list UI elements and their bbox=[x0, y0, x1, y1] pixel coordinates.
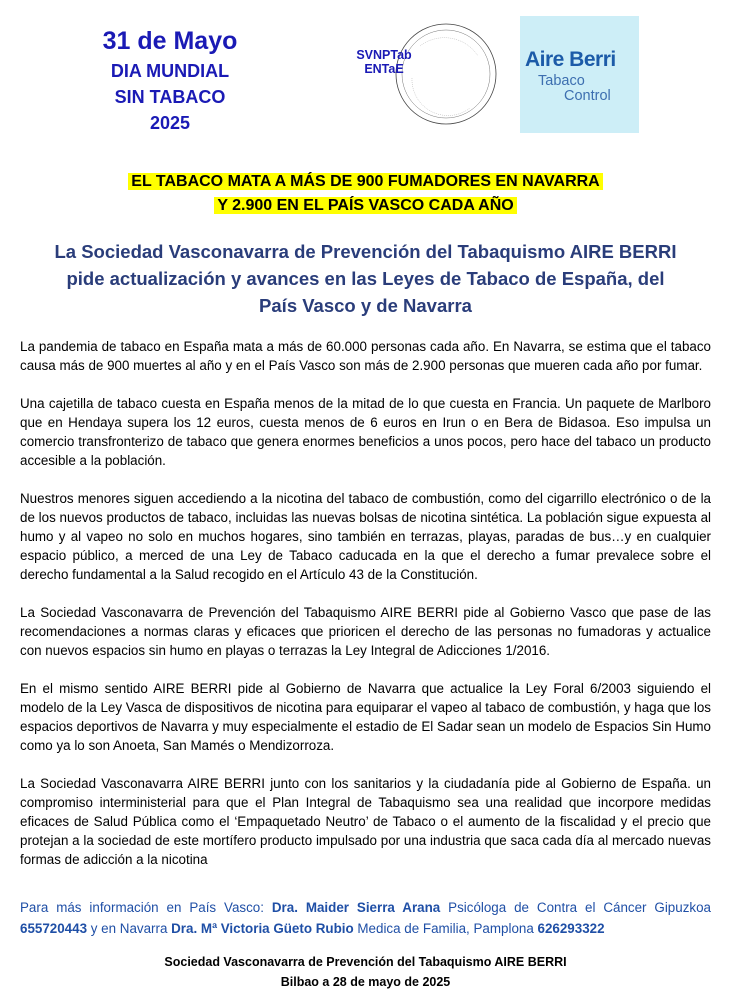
subtitle-line1: La Sociedad Vasconavarra de Prevención del Tabaquismo AIRE BERRI bbox=[54, 241, 677, 262]
contact-info: Para más información en País Vasco: Dra. Maider Sierra Arana Psicóloga de Contra el Cáncer Gipuzkoa 655720443 y en Navarra Dra. Mª Victoria Güeto Rubio Medica de Familia, Pamplona 626293322 bbox=[20, 900, 711, 936]
event-title-line2: SIN TABACO bbox=[114, 87, 226, 107]
seal-text: SVNPTab ENTaE bbox=[356, 48, 412, 76]
paragraph-4: La Sociedad Vasconavarra de Prevención del Tabaquismo AIRE BERRI pide al Gobierno Vasco que pase de las recomendaciones a normas claras y eficaces que prioricen el derecho de las personas no fumadoras y actualice con nuevos espacios sin humo en playas o terrazas la Ley Integral de Adicciones 1/2016. bbox=[20, 605, 711, 658]
headline-line1: EL TABACO MATA A MÁS DE 900 FUMADORES EN NAVARRA bbox=[128, 173, 602, 190]
logo-subtitle-control: Control bbox=[564, 88, 611, 104]
subtitle bbox=[14, 238, 717, 319]
headline bbox=[0, 170, 731, 218]
paragraph-5: En el mismo sentido AIRE BERRI pide al Gobierno de Navarra que actualice la Ley Foral 6/2003 siguiendo el modelo de la Ley Vasca de dispositivos de nicotina para equiparar el vapeo al tabaco de combustión, y haga que los espacios deportivos de Navarra y muy especialmente el estadio de El Sadar sean un modelo de Espacios Sin Humo como ya lo son Anoeta, San Mamés o Mendizorroza. bbox=[20, 681, 711, 753]
event-title-line1: DIA MUNDIAL bbox=[110, 61, 230, 81]
footer-org: Sociedad Vasconavarra de Prevención del Tabaquismo AIRE BERRI bbox=[164, 955, 567, 969]
article-body bbox=[20, 337, 711, 888]
paragraph-2: Una cajetilla de tabaco cuesta en España menos de la mitad de lo que cuesta en Francia. Un paquete de Marlboro que en Hendaya supera los 12 euros, cuesta menos de 6 euros en Irun o en Bera de Bidasoa. Eso impulsa un comercio transfronterizo de tabaco que genera enormes beneficios a unos pocos, pero hace del tabaco un producto accesible a la población. bbox=[20, 396, 711, 468]
event-date: 31 de Mayo bbox=[102, 27, 238, 55]
logo-subtitle-tabaco: Tabaco bbox=[538, 73, 585, 89]
subtitle-line2: pide actualización y avances en las Leyes de Tabaco de España, del bbox=[66, 268, 665, 289]
contact-phone-2: 626293322 bbox=[537, 921, 605, 936]
aire-berri-logo bbox=[520, 16, 639, 133]
event-year: 2025 bbox=[149, 113, 191, 133]
paragraph-1: La pandemia de tabaco en España mata a más de 60.000 personas cada año. En Navarra, se estima que el tabaco causa más de 900 muertes al año y en el País Vasco son más de 2.900 personas que mueren cada año por fumar. bbox=[20, 339, 711, 373]
contact-name-2: Dra. Mª Victoria Güeto Rubio bbox=[171, 921, 354, 936]
footer-place-date: Bilbao a 28 de mayo de 2025 bbox=[280, 975, 451, 989]
svnptab-seal-logo bbox=[338, 16, 500, 134]
subtitle-line3: País Vasco y de Navarra bbox=[259, 295, 472, 316]
paragraph-6: La Sociedad Vasconavarra AIRE BERRI junto con los sanitarios y la ciudadanía pide al Gobierno de España. un compromiso interministerial para que el Plan Integral de Tabaquismo sea una realidad que incorpore medidas eficaces de Salud Pública como el ‘Empaquetado Neutro’ de Tabaco o el aumento de la fiscalidad y el precio que protejan a la sociedad de este mortífero producto impulsado por una industria que saca cada día al mercado nuevas formas de adicción a la nicotina bbox=[20, 776, 711, 867]
event-date-block bbox=[80, 24, 260, 136]
logo-title: Aire Berri bbox=[525, 48, 616, 71]
contact-phone-1: 655720443 bbox=[20, 921, 88, 936]
contact-name-1: Dra. Maider Sierra Arana bbox=[271, 900, 441, 915]
headline-line2: Y 2.900 EN EL PAÍS VASCO CADA AÑO bbox=[214, 197, 516, 214]
footer bbox=[0, 952, 731, 992]
paragraph-3: Nuestros menores siguen accediendo a la nicotina del tabaco de combustión, como del cigarrillo electrónico o de la de los nuevos productos de tabaco, incluidas las nuevas bolsas de nicotina sintética. La población sigue expuesta al humo y al vapeo no solo en muchos hogares, sino también en terrazas, playas, paradas de bus…y en cualquier espacio público, a merced de una Ley de Tabaco caducada en la que el derecho a fumar prevalece sobre el derecho fundamental a la Salud recogido en el Artículo 43 de la Constitución. bbox=[20, 491, 711, 582]
